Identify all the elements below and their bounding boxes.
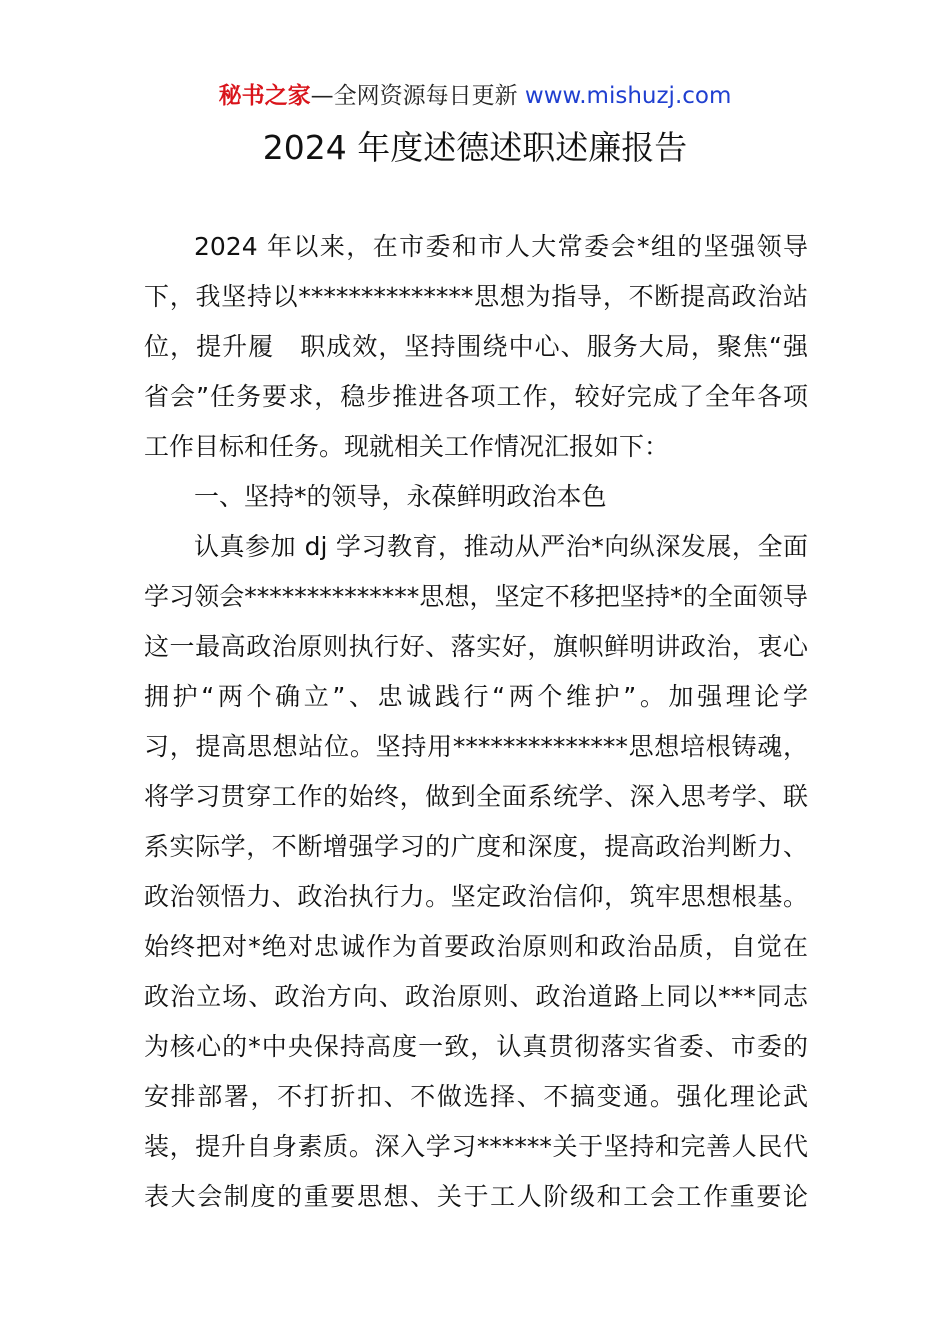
document-title: 2024 年度述德述职述廉报告 xyxy=(262,128,688,167)
paragraph-line: 这一最高政治原则执行好、落实好，旗帜鲜明讲政治，衷心 xyxy=(144,632,808,661)
paragraph-line: 始终把对*绝对忠诚作为首要政治原则和政治品质，自觉在 xyxy=(144,932,808,961)
paragraph-line: 2024 年以来，在市委和市人大常委会*组的坚强领导 xyxy=(194,232,808,261)
paragraph-line: 将学习贯穿工作的始终，做到全面系统学、深入思考学、联 xyxy=(144,782,808,811)
paragraph-line: 系实际学，不断增强学习的广度和深度，提高政治判断力、 xyxy=(144,832,808,861)
paragraph-line: 为核心的*中央保持高度一致，认真贯彻落实省委、市委的 xyxy=(144,1032,808,1061)
paragraph-line: 下，我坚持以**************思想为指导，不断提高政治站 xyxy=(144,282,808,311)
paragraph-line: 认真参加 dj 学习教育，推动从严治*向纵深发展，全面 xyxy=(194,532,808,561)
paragraph-line: 政治领悟力、政治执行力。坚定政治信仰，筑牢思想根基。 xyxy=(144,882,808,911)
paragraph-line: 表大会制度的重要思想、关于工人阶级和工会工作重要论 xyxy=(144,1182,808,1211)
paragraph-line: 政治立场、政治方向、政治原则、政治道路上同以***同志 xyxy=(144,982,808,1011)
paragraph-line: 拥护“两个确立”、忠诚践行“两个维护”。加强理论学 xyxy=(144,682,808,711)
header-tagline: —全网资源每日更新 xyxy=(310,83,525,109)
document-body xyxy=(144,222,808,1222)
site-url-link[interactable]: www.mishuzj.com xyxy=(524,83,732,109)
paragraph-line: 安排部署，不打折扣、不做选择、不搞变通。强化理论武 xyxy=(144,1082,808,1111)
section-heading: 一、坚持*的领导，永葆鲜明政治本色 xyxy=(194,482,607,511)
paragraph-line: 装，提升自身素质。深入学习******关于坚持和完善人民代 xyxy=(144,1132,808,1161)
paragraph-line: 学习领会**************思想，坚定不移把坚持*的全面领导 xyxy=(144,582,808,611)
brand-name: 秘书之家 xyxy=(218,83,311,109)
paragraph-line: 位，提升履 职成效，坚持围绕中心、服务大局，聚焦“强 xyxy=(144,332,808,361)
paragraph-line: 工作目标和任务。现就相关工作情况汇报如下： xyxy=(144,432,670,461)
site-header xyxy=(0,80,950,112)
paragraph-line: 习，提高思想站位。坚持用**************思想培根铸魂， xyxy=(144,732,808,761)
paragraph-line: 省会”任务要求，稳步推进各项工作，较好完成了全年各项 xyxy=(144,382,808,411)
